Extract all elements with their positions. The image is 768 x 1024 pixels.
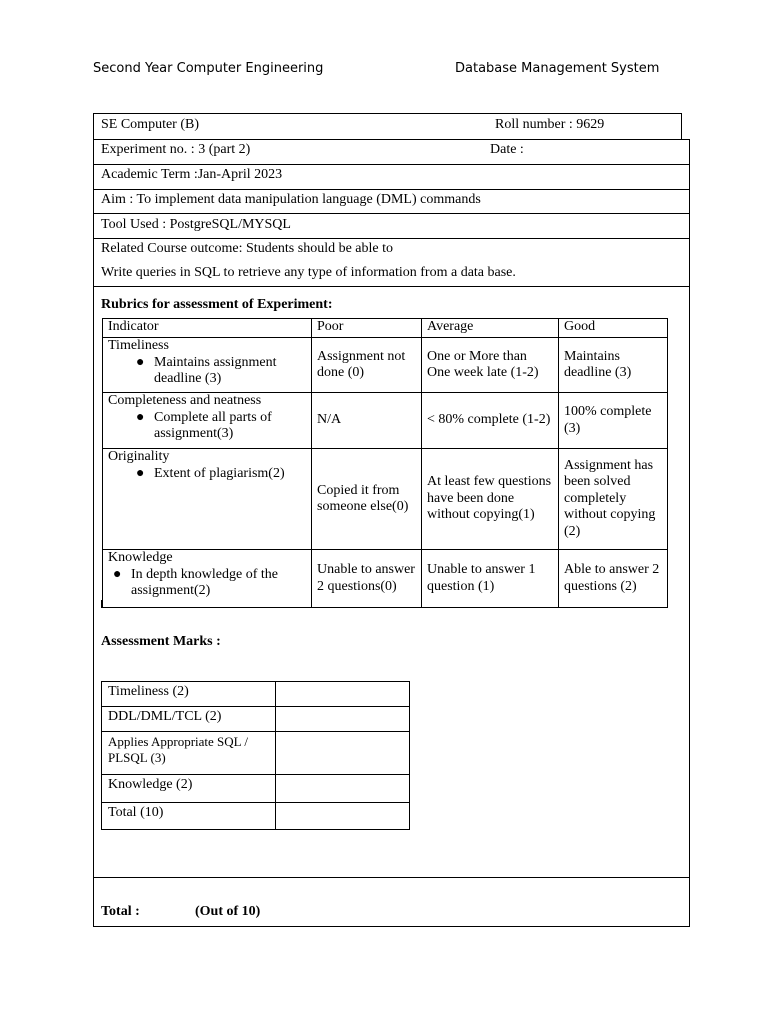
table-row	[103, 393, 668, 449]
date-field: Date :	[490, 142, 524, 157]
table-row	[102, 707, 410, 732]
aim: Aim : To implement data manipulation language (DML) commands	[101, 192, 481, 207]
table-row	[103, 338, 668, 393]
bullet-icon: ●	[113, 566, 122, 582]
marks-label: Knowledge (2)	[102, 775, 276, 803]
course-outcome-label: Related Course outcome: Students should be able to	[101, 241, 394, 256]
bullet-icon: ●	[136, 409, 145, 425]
rubrics-title: Rubrics for assessment of Experiment:	[101, 297, 333, 312]
total-out-of: (Out of 10)	[195, 904, 261, 919]
indicator-criterion: In depth knowledge of the assignment(2)	[131, 566, 278, 598]
header-poor: Poor	[312, 319, 422, 338]
marks-label: Timeliness (2)	[102, 682, 276, 707]
indicator-criterion: Extent of plagiarism(2)	[154, 465, 285, 481]
indicator-title: Originality	[108, 449, 170, 464]
marks-value[interactable]	[276, 775, 410, 803]
header-subject: Database Management System	[455, 61, 660, 76]
tool-used: Tool Used : PostgreSQL/MYSQL	[101, 217, 291, 232]
indicator-criterion: Complete all parts of assignment(3)	[154, 409, 272, 441]
indicator-title: Completeness and neatness	[108, 393, 262, 408]
table-row	[103, 449, 668, 550]
marks-value[interactable]	[276, 682, 410, 707]
indicator-criterion: Maintains assignment deadline (3)	[154, 354, 277, 386]
header-average: Average	[422, 319, 559, 338]
rubrics-table	[102, 318, 668, 608]
marks-value[interactable]	[276, 732, 410, 775]
good-cell: 100% complete (3)	[559, 393, 668, 449]
marks-value[interactable]	[276, 803, 410, 830]
bullet-icon: ●	[136, 354, 145, 370]
marks-label: Total (10)	[102, 803, 276, 830]
marks-value[interactable]	[276, 707, 410, 732]
roll-number: Roll number : 9629	[495, 117, 605, 132]
marks-label: Applies Appropriate SQL / PLSQL (3)	[102, 732, 276, 775]
poor-cell: Copied it from someone else(0)	[312, 449, 422, 550]
header-course: Second Year Computer Engineering	[93, 61, 324, 76]
average-cell: At least few questions have been done without copying(1)	[422, 449, 559, 550]
average-cell: Unable to answer 1 question (1)	[422, 550, 559, 608]
poor-cell: Unable to answer 2 questions(0)	[312, 550, 422, 608]
average-cell: < 80% complete (1-2)	[422, 393, 559, 449]
total-label: Total :	[101, 904, 140, 919]
poor-cell: Assignment not done (0)	[312, 338, 422, 393]
average-cell: One or More than One week late (1-2)	[422, 338, 559, 393]
course-outcome-text: Write queries in SQL to retrieve any type of information from a data base.	[101, 265, 516, 280]
class-text: SE Computer (B)	[101, 117, 199, 132]
indicator-title: Timeliness	[108, 338, 169, 353]
experiment-number: Experiment no. : 3 (part 2)	[101, 142, 251, 157]
good-cell: Able to answer 2 questions (2)	[559, 550, 668, 608]
poor-cell: N/A	[312, 393, 422, 449]
bullet-icon: ●	[136, 465, 145, 481]
table-row	[102, 775, 410, 803]
table-row	[103, 550, 668, 608]
header-indicator: Indicator	[103, 319, 312, 338]
good-cell: Maintains deadline (3)	[559, 338, 668, 393]
indicator-title: Knowledge	[108, 550, 173, 565]
assessment-title: Assessment Marks :	[101, 634, 221, 649]
marks-label: DDL/DML/TCL (2)	[102, 707, 276, 732]
good-cell: Assignment has been solved completely without copying (2)	[559, 449, 668, 550]
assessment-table	[101, 681, 410, 830]
table-row	[102, 732, 410, 775]
header-good: Good	[559, 319, 668, 338]
table-row	[102, 682, 410, 707]
table-row	[102, 803, 410, 830]
academic-term: Academic Term :Jan-April 2023	[101, 167, 283, 182]
